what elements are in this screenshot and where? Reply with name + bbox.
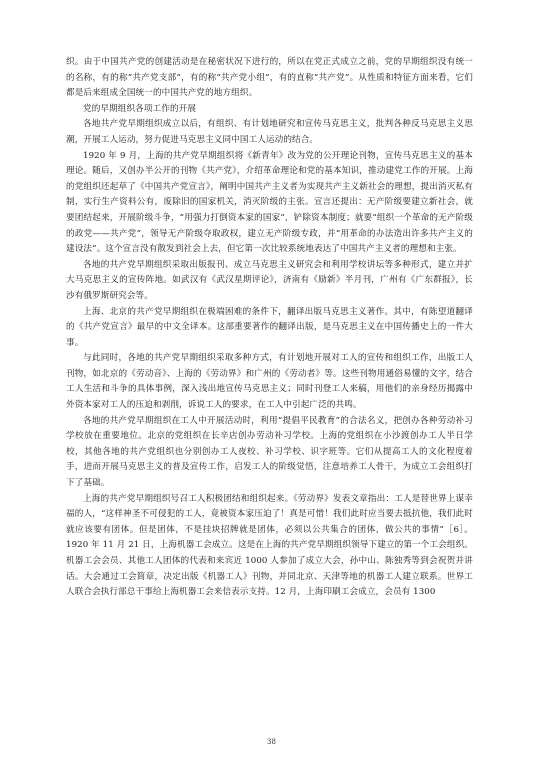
- paragraph: 上海、北京的共产党早期组织在极端困难的条件下，翻译出版马克思主义著作。其中，有陈望道翻译的《共产党宣言》最早的中文全译本。这部重要著作的翻译出版，是马克思主义在中国传播史上的一件大事。: [66, 306, 473, 348]
- paragraph: 各地共产党早期组织成立以后，有组织、有计划地研究和宣传马克思主义，批判各种反马克思主义思潮，开展工人运动，努力促进马克思主义同中国工人运动的结合。: [66, 119, 473, 145]
- section-heading: 党的早期组织各项工作的开展: [83, 103, 197, 114]
- page-number: 38: [267, 738, 276, 746]
- paragraph: 各地的共产党早期组织在工人中开展活动时，利用“提倡平民教育”的合法名义，把创办各种劳动补习学校放在重要地位。北京的党组织在长辛店创办劳动补习学校。上海的党组织在小沙渡创办工人半日学校，其他各地的共产党组织也分别创办工人夜校、补习学校、识字班等。它们从提高工人的文化程度着手，进而开展马克思主义的普及宣传工作，启发工人的阶级觉悟，注意培养工人骨干，为成立工会组织打下了基础。: [66, 415, 473, 489]
- paragraph: 与此同时，各地的共产党早期组织采取多种方式，有计划地开展对工人的宣传和组织工作，出版工人刊物，如北京的《劳动音》、上海的《劳动界》和广州的《劳动者》等。这些刊物用通俗易懂的文字，结合工人生活和斗争的具体事例，深入浅出地宣传马克思主义；同时刊登工人来稿，用他们的亲身经历揭露中外资本家对工人的压迫和剥削，诉说工人的要求，在工人中引起广泛的共鸣。: [66, 353, 473, 411]
- paragraph: 各地的共产党早期组织采取出版报刊、成立马克思主义研究会和利用学校讲坛等多种形式，建立并扩大马克思主义的宣传阵地。如武汉有《武汉星期评论》，济南有《励新》半月刊，广州有《广东群报》，长沙有俄罗斯研究会等。: [66, 259, 473, 301]
- paragraph: 1920 年 9 月，上海的共产党早期组织将《新青年》改为党的公开理论刊物，宣传马克思主义的基本理论。随后，又创办半公开的刊物《共产党》，介绍革命理论和党的基本知识，推动建党工作的开展。上海的党组织还起草了《中国共产党宣言》，阐明中国共产主义者为实现共产主义新社会的理想，提出消灭私有制，实行生产资料公有，废除旧的国家机关，消灭阶级的主张。宣言还提出：无产阶级要建立新社会，就要团结起来，开展阶级斗争，“用强力打倒资本家的国家”，铲除资本制度；就要“组织一个革命的无产阶级的政党——共产党”，领导无产阶级夺取政权，建立无产阶级专政，并“用革命的办法造出许多共产主义的建设法”。这个宣言没有散发到社会上去，但它第一次比较系统地表达了中国共产主义者的理想和主张。: [66, 150, 473, 255]
- body-text: [66, 55, 473, 601]
- paragraph-continuation: 织。由于中国共产党的创建活动是在秘密状况下进行的，所以在党正式成立之前，党的早期组织没有统一的名称，有的称“共产党支部”，有的称“共产党小组”，有的直称“共产党”。从性质和特征方面来看，它们都是后来组成全国统一的中国共产党的地方组织。: [66, 57, 473, 99]
- paragraph: 上海的共产党早期组织号召工人积极团结和组织起来。《劳动界》发表文章指出：工人是替世界上谋幸福的人，“这样神圣不可侵犯的工人，竟被资本家压迫了！真是可惜！我们此时应当要去抵抗他，我们此时就应该要有团体。但是团体，不是挂块招牌就是团体，必须以公共集合的团体，做公共的事情”［6］。1920 年 11 月 21 日，上海机器工会成立。这是在上海的共产党早期组织领导下建立的第一个工会组织。机器工会会员、其他工人团体的代表和来宾近 1000 人参加了成立大会，孙中山、陈独秀等到会祝贺并讲话。大会通过工会简章，决定出版《机器工人》刊物，并同北京、天津等地的机器工人建立联系。世界工人联合会执行部总干事给上海机器工会来信表示支持。12 月，上海印刷工会成立，会员有 1300: [66, 493, 473, 598]
